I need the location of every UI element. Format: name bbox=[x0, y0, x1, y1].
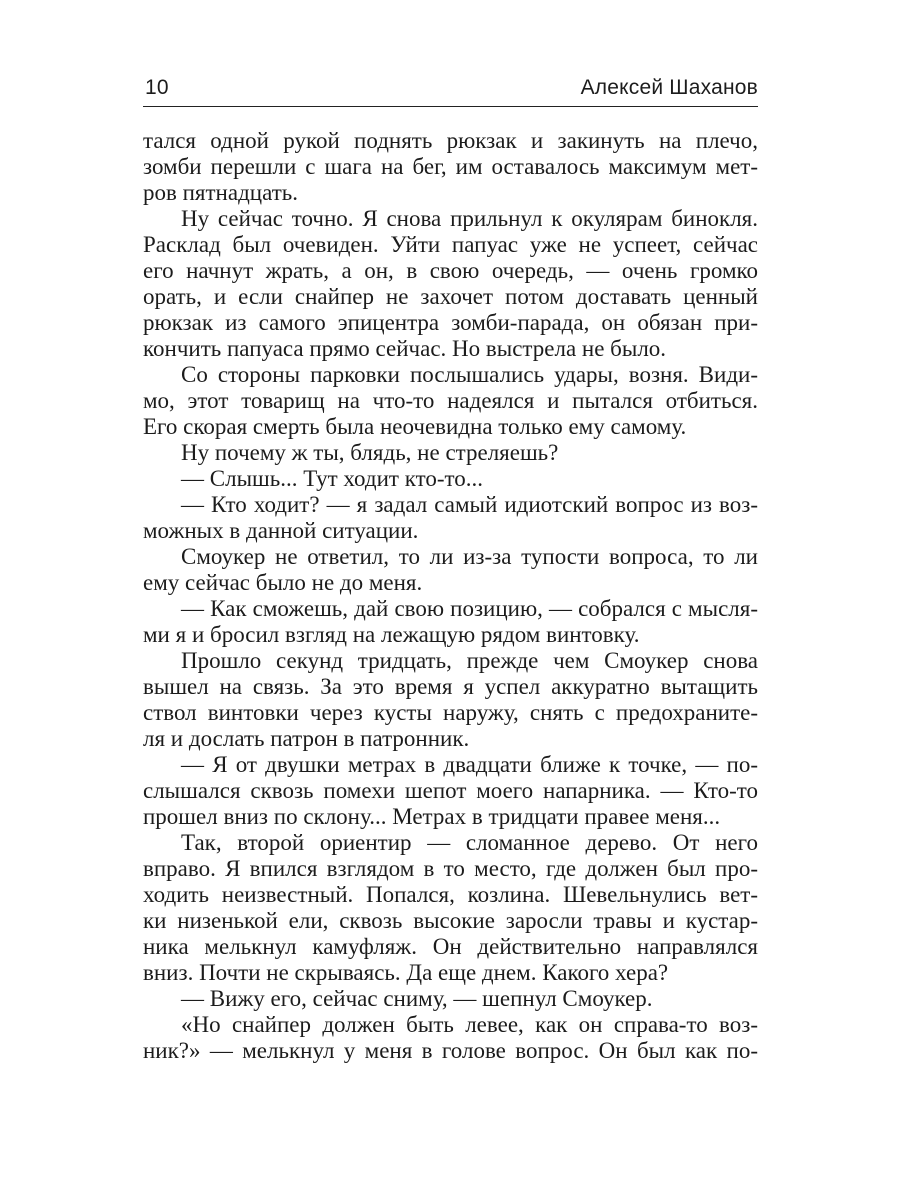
text-line: Его скорая смерть была неочевидна только ему самому. bbox=[143, 414, 687, 439]
text-line: ля и дослать патрон в патронник. bbox=[143, 726, 470, 751]
text-line: ки низенькой ели, сквозь высокие заросли травы и кустар- bbox=[143, 908, 758, 933]
text-line: Так, второй ориентир — сломанное дерево. От него bbox=[181, 830, 758, 855]
text-line: — Слышь... Тут ходит кто-то... bbox=[181, 466, 483, 491]
running-header-author: Алексей Шаханов bbox=[580, 76, 758, 99]
text-line: прошел вниз по склону... Метрах в тридцати правее меня... bbox=[143, 804, 721, 829]
text-line: вниз. Почти не скрываясь. Да еще днем. Какого хера? bbox=[143, 960, 669, 985]
text-line: слышался сквозь помехи шепот моего напарника. — Кто-то bbox=[143, 778, 758, 803]
text-line: «Но снайпер должен быть левее, как он справа-то воз- bbox=[181, 1012, 758, 1037]
text-line: — Как сможешь, дай свою позицию, — собрался с мысля- bbox=[181, 596, 758, 621]
text-line: орать, и если снайпер не захочет потом доставать ценный bbox=[143, 284, 758, 309]
text-line: ров пятнадцать. bbox=[143, 180, 298, 205]
page-number: 10 bbox=[145, 76, 169, 99]
text-line: ми я и бросил взгляд на лежащую рядом винтовку. bbox=[143, 622, 640, 647]
text-line: Смоукер не ответил, то ли из-за тупости вопроса, то ли bbox=[181, 544, 758, 569]
text-line: ника мелькнул камуфляж. Он действительно направлялся bbox=[143, 934, 758, 959]
text-line: рюкзак из самого эпицентра зомби-парада, он обязан при- bbox=[143, 310, 758, 335]
text-line: кончить папуаса прямо сейчас. Но выстрела не было. bbox=[143, 336, 667, 361]
text-line: ему сейчас было не до меня. bbox=[143, 570, 423, 595]
text-line: ник?» — мелькнул у меня в голове вопрос. Он был как по- bbox=[143, 1038, 758, 1063]
text-line: Расклад был очевиден. Уйти папуас уже не успеет, сейчас bbox=[143, 232, 758, 257]
text-line: ходить неизвестный. Попался, козлина. Шевельнулись вет- bbox=[143, 882, 758, 907]
text-line: Прошло секунд тридцать, прежде чем Смоукер снова bbox=[181, 648, 758, 673]
text-line: Ну сейчас точно. Я снова прильнул к окулярам бинокля. bbox=[181, 206, 758, 231]
text-line: вправо. Я впился взглядом в то место, где должен был про- bbox=[143, 856, 758, 881]
text-line: ствол винтовки через кусты наружу, снять с предохраните- bbox=[143, 700, 758, 725]
text-line: можных в данной ситуации. bbox=[143, 518, 419, 543]
text-line: мо, этот товарищ на что-то надеялся и пытался отбиться. bbox=[143, 388, 758, 413]
text-line: зомби перешли с шага на бег, им оставалось максимум мет- bbox=[143, 154, 758, 179]
text-line: его начнут жрать, а он, в свою очередь, — очень громко bbox=[143, 258, 758, 283]
text-line: — Я от двушки метрах в двадцати ближе к точке, — по- bbox=[181, 752, 758, 777]
text-line: Ну почему ж ты, блядь, не стреляешь? bbox=[181, 440, 559, 465]
body-text bbox=[143, 128, 758, 1064]
text-line: Со стороны парковки послышались удары, возня. Види- bbox=[181, 362, 758, 387]
text-line: вышел на связь. За это время я успел аккуратно вытащить bbox=[143, 674, 758, 699]
text-line: — Вижу его, сейчас сниму, — шепнул Смоукер. bbox=[181, 986, 653, 1011]
running-header bbox=[143, 72, 758, 107]
text-line: тался одной рукой поднять рюкзак и закинуть на плечо, bbox=[143, 128, 758, 153]
text-line: — Кто ходит? — я задал самый идиотский вопрос из воз- bbox=[181, 492, 758, 517]
